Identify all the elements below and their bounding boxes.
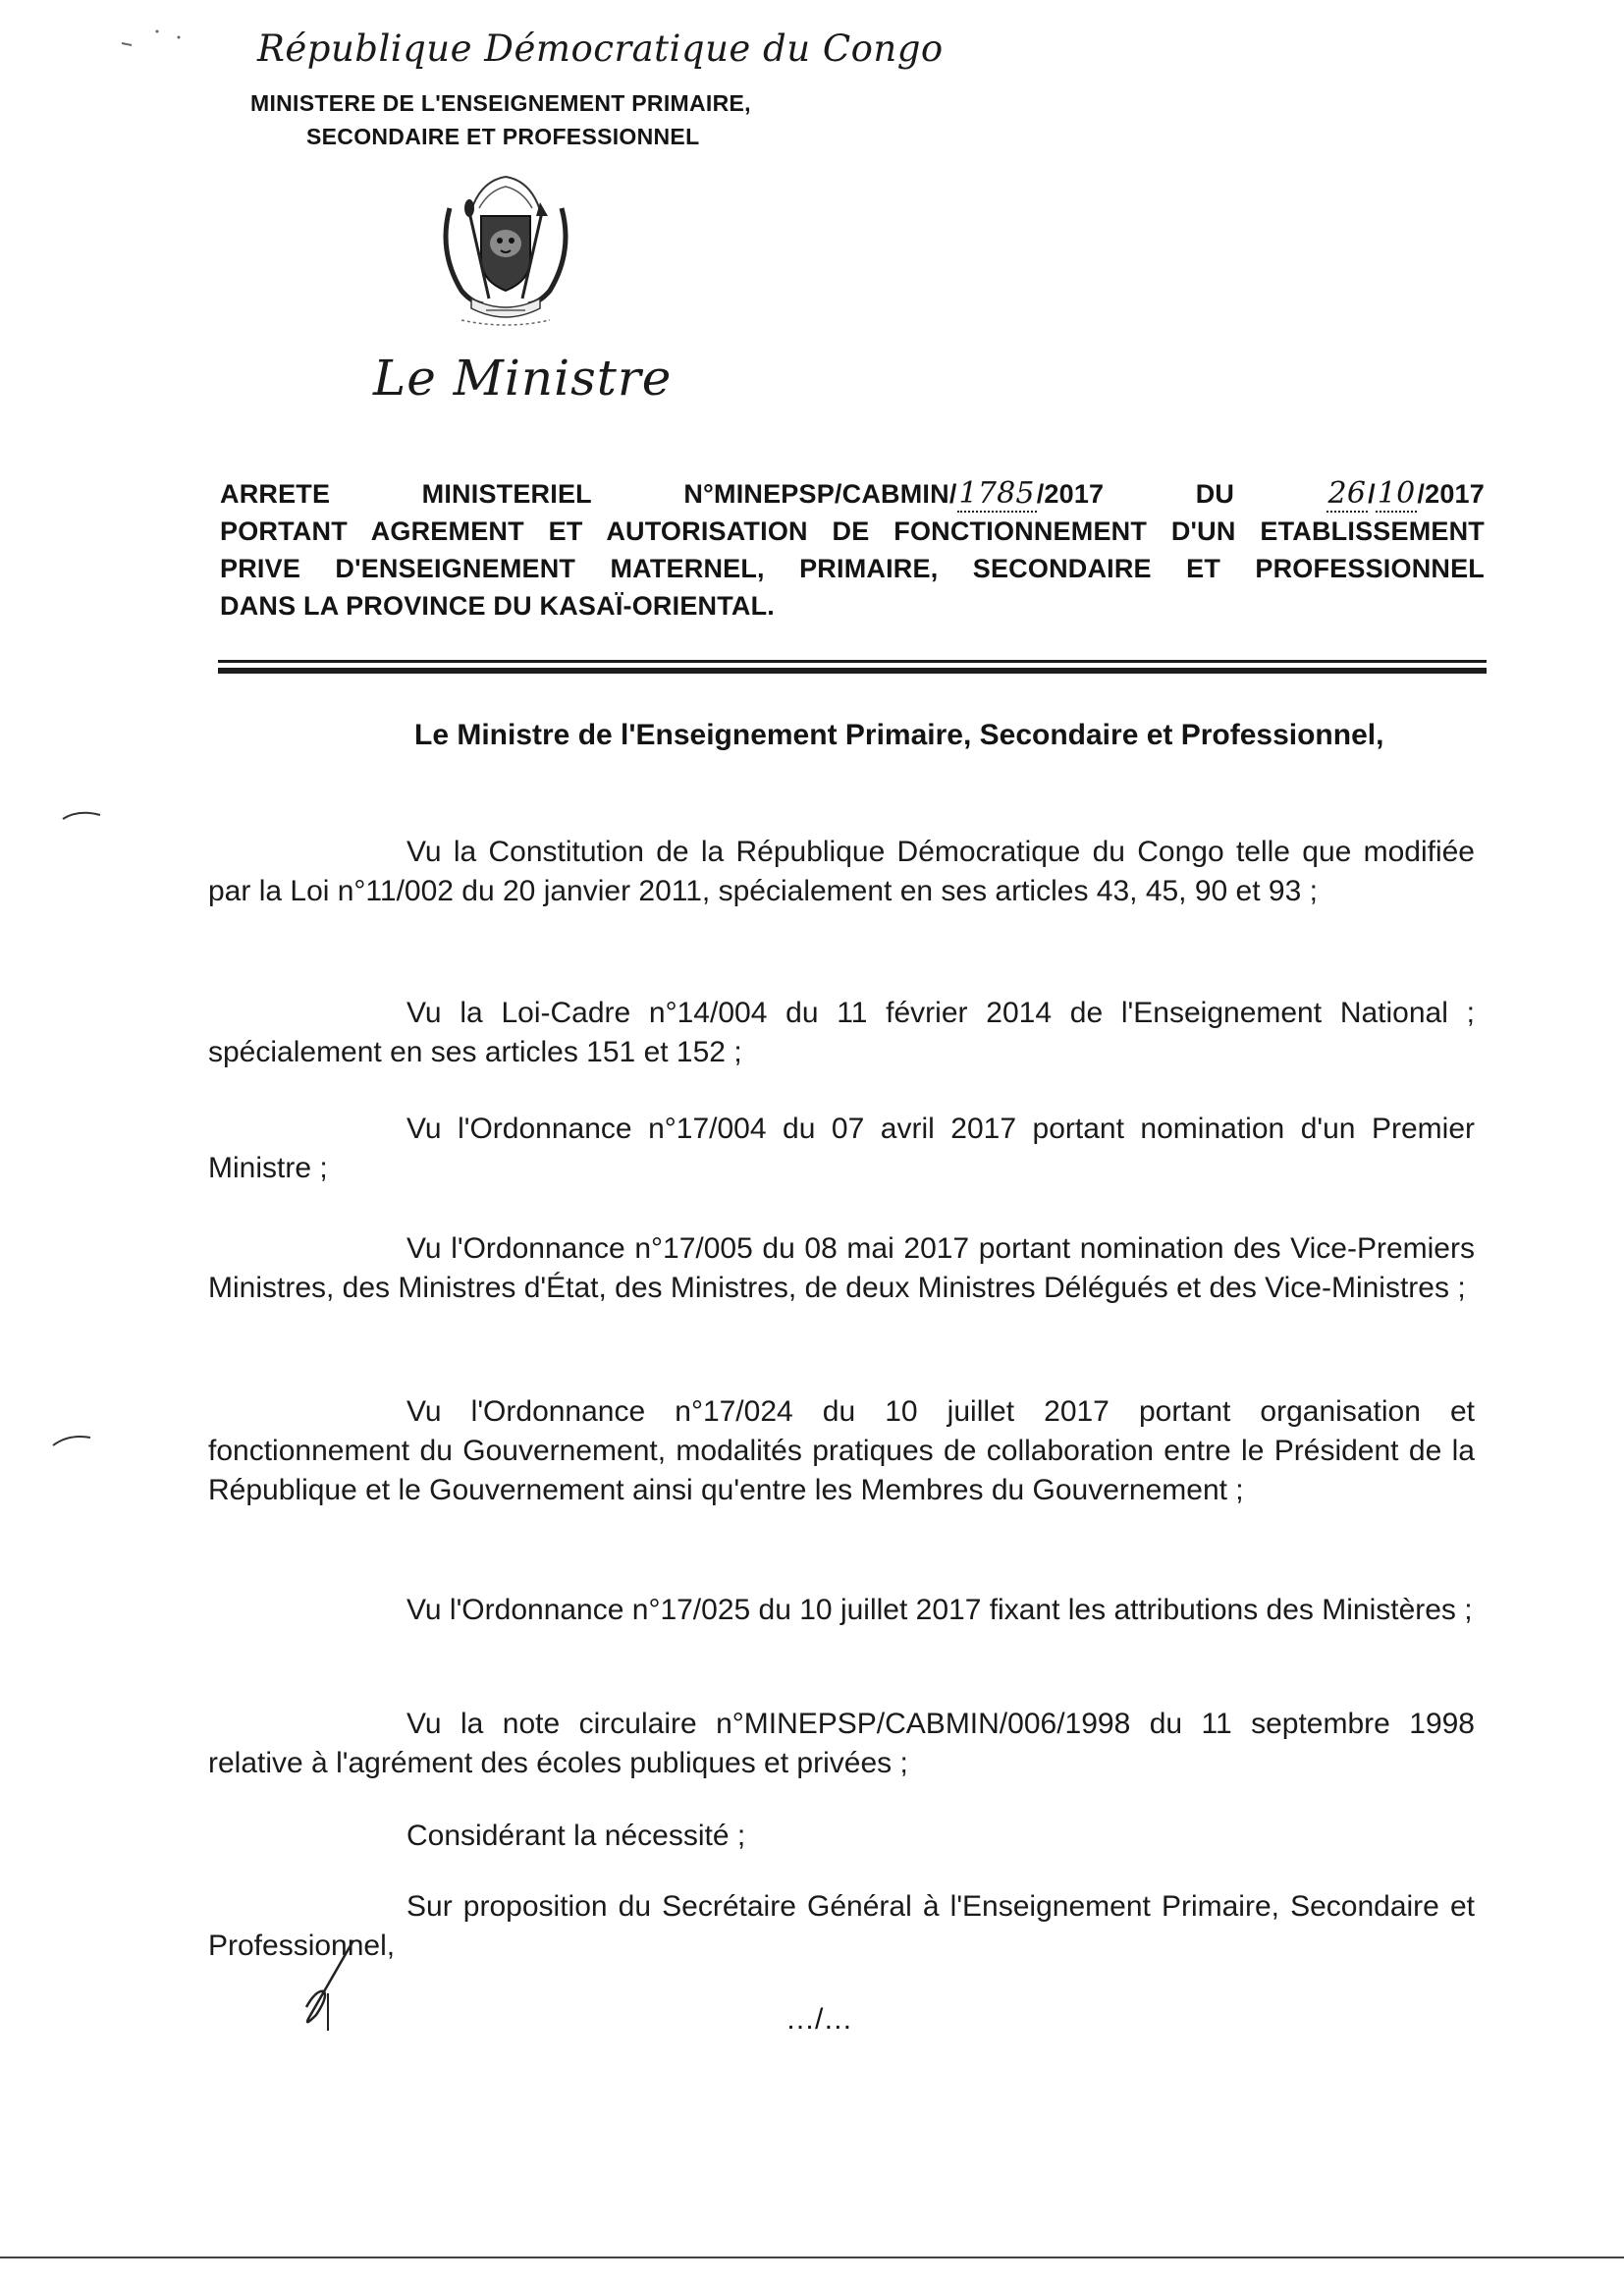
republic-heading: République Démocratique du Congo <box>257 27 944 70</box>
recital-necessite: Considérant la nécessité ; <box>406 1820 746 1852</box>
arrete-date-sep: / <box>1368 479 1376 509</box>
recital-ordonnance-17-024: Vu l'Ordonnance n°17/024 du 10 juillet 2017 portant organisation et fonctionnement du Gouvernement, modalités pratiques de collaboration entre le Président de la République et le Gouvernement ainsi qu'entre les Membres du Gouvernement ; <box>208 1395 1475 1506</box>
arrete-ref-prefix: N°MINEPSP/CABMIN/ <box>683 479 957 509</box>
recital-note-circulaire: Vu la note circulaire n°MINEPSP/CABMIN/006/1998 du 11 septembre 1998 relative à l'agrément des écoles publiques et privées ; <box>208 1708 1475 1779</box>
arrete-title-line4: DANS LA PROVINCE DU KASAÏ-ORIENTAL. <box>220 591 776 621</box>
arrete-date-month: 10 <box>1377 476 1416 511</box>
arrete-date-year: /2017 <box>1417 479 1485 509</box>
ministry-name-line2: SECONDAIRE ET PROFESSIONNEL <box>306 124 700 149</box>
scan-edge-line <box>0 2257 1624 2258</box>
recital-proposition: Sur proposition du Secrétaire Général à l'Enseignement Primaire, Secondaire et Professionnel, <box>208 1890 1475 1962</box>
title-divider-thick <box>218 668 1487 674</box>
arrete-reference <box>683 475 1104 513</box>
recital-ordonnance-17-005: Vu l'Ordonnance n°17/005 du 08 mai 2017 portant nomination des Vice-Premiers Ministres, des Ministres d'État, des Ministres, de deux Ministres Délégués et des Vice-Ministres ; <box>208 1232 1475 1304</box>
arrete-ref-suffix: /2017 <box>1036 479 1105 509</box>
scan-speck-icon <box>118 24 196 53</box>
recital-constitution: Vu la Constitution de la République Démocratique du Congo telle que modifiée par la Loi n°11/002 du 20 janvier 2011, spécialement en ses articles 43, 45, 90 et 93 ; <box>208 836 1475 907</box>
arrete-label: ARRETE <box>220 479 331 509</box>
page-continuation-marker: …/… <box>785 2003 853 2036</box>
arrete-date <box>1326 475 1485 513</box>
scan-mark-icon <box>49 1430 98 1449</box>
arrete-ministeriel: MINISTERIEL <box>421 479 592 509</box>
handwritten-initial-icon <box>295 1936 363 2035</box>
ministry-name-line1: MINISTERE DE L'ENSEIGNEMENT PRIMAIRE, <box>250 90 751 116</box>
recital-loi-cadre: Vu la Loi-Cadre n°14/004 du 11 février 2014 de l'Enseignement National ; spécialement en ses articles 151 et 152 ; <box>208 997 1475 1068</box>
minister-intro: Le Ministre de l'Enseignement Primaire, Secondaire et Professionnel, <box>414 719 1384 751</box>
arrete-date-day: 26 <box>1327 476 1367 511</box>
arrete-title-block <box>220 475 1485 625</box>
coat-of-arms-icon <box>432 173 579 330</box>
arrete-reference-line <box>220 475 1485 513</box>
arrete-ref-number: 1785 <box>958 476 1035 511</box>
arrete-title-line2: PORTANT AGREMENT ET AUTORISATION DE FONCTIONNEMENT D'UN ETABLISSEMENT <box>220 517 1485 546</box>
scan-mark-icon <box>59 805 108 825</box>
signatory-title: Le Ministre <box>373 350 673 407</box>
arrete-du: DU <box>1195 479 1235 509</box>
recital-ordonnance-17-025: Vu l'Ordonnance n°17/025 du 10 juillet 2017 fixant les attributions des Ministères ; <box>406 1594 1473 1626</box>
title-divider-thin <box>218 660 1487 663</box>
recital-ordonnance-17-004: Vu l'Ordonnance n°17/004 du 07 avril 2017 portant nomination d'un Premier Ministre ; <box>208 1113 1475 1184</box>
arrete-title-line3: PRIVE D'ENSEIGNEMENT MATERNEL, PRIMAIRE, SECONDAIRE ET PROFESSIONNEL <box>220 554 1485 583</box>
